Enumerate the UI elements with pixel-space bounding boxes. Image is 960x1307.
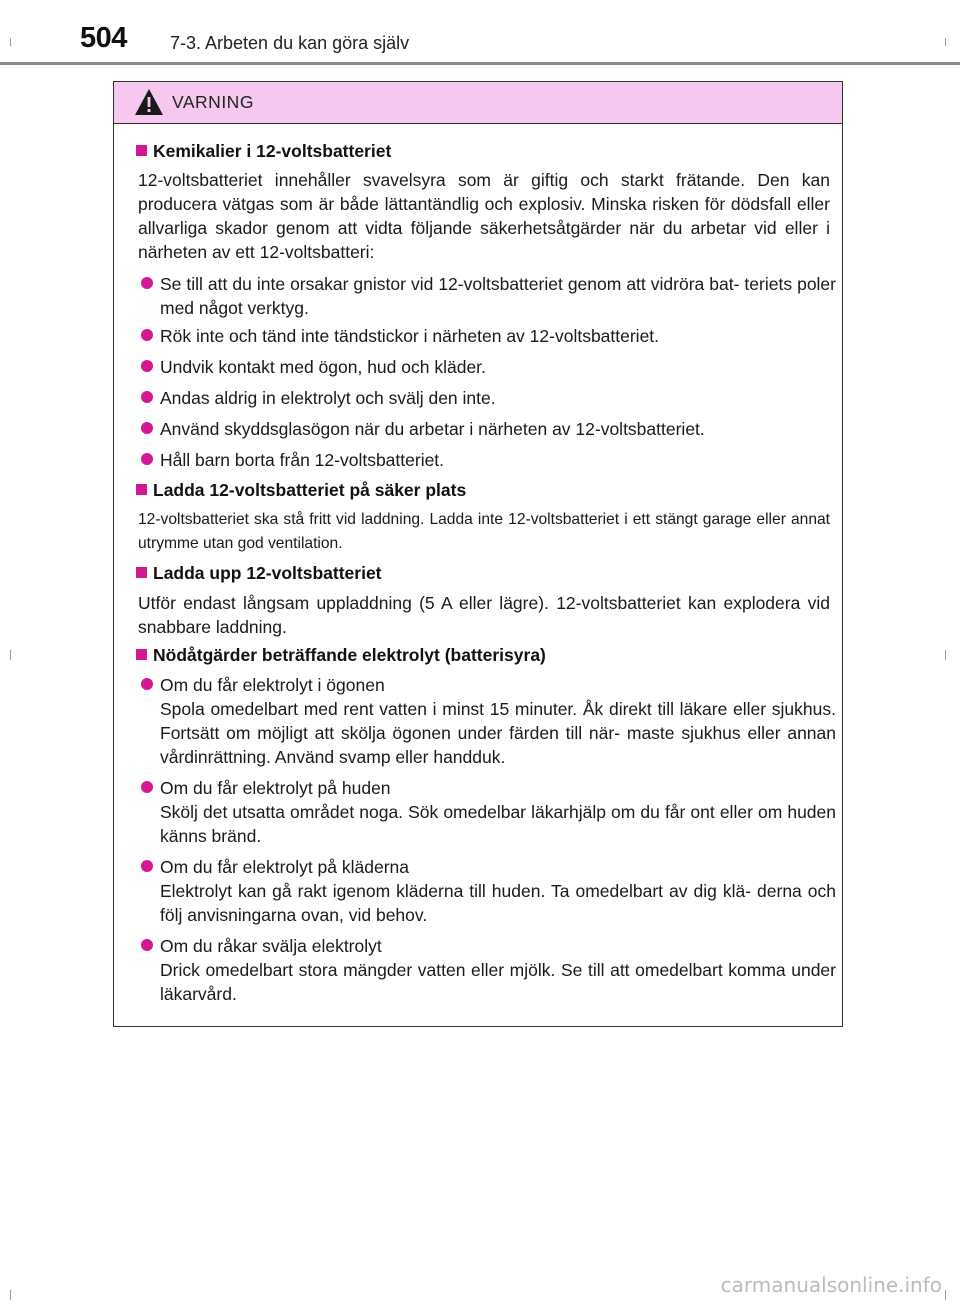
section-title: Nödåtgärder beträffande elektrolyt (batterisyra)	[136, 645, 546, 666]
page-number: 504	[80, 22, 127, 54]
section-title: Kemikalier i 12-voltsbatteriet	[136, 141, 391, 162]
circle-bullet-icon	[141, 860, 153, 872]
circle-bullet-icon	[141, 781, 153, 793]
section-title: Ladda upp 12-voltsbatteriet	[136, 563, 382, 584]
crop-mark	[10, 1290, 11, 1300]
section-paragraph: 12-voltsbatteriet ska stå fritt vid laddning. Ladda inte 12-voltsbatteriet i ett stängt garage eller annat utrymme utan god ventilation.	[138, 511, 830, 552]
section-paragraph: Utför endast långsam uppladdning (5 A eller lägre). 12-voltsbatteriet kan explodera vid snabbare laddning.	[138, 593, 830, 637]
crop-mark	[10, 650, 11, 660]
square-bullet-icon	[136, 567, 147, 578]
section-title: 7-3. Arbeten du kan göra själv	[170, 33, 410, 53]
circle-bullet-icon	[141, 360, 153, 372]
crop-mark	[945, 650, 946, 660]
watermark: carmanualsonline.info	[720, 1273, 942, 1297]
square-bullet-icon	[136, 484, 147, 495]
section-title: Ladda 12-voltsbatteriet på säker plats	[136, 480, 466, 501]
circle-bullet-icon	[141, 422, 153, 434]
crop-mark	[945, 38, 946, 46]
warning-box: VARNING Kemikalier i 12-voltsbatteriet 12-voltsbatteriet innehåller svavelsyra som är giftig och starkt frätande. Den kan producera vätgas som är både lättantändlig och explosiv. Minska risken för dödsfall eller allvarliga skador genom att vidta följande säkerhetsåtgärder när du arbetar vid eller i närheten av ett 12-voltsbatteri: Se till att du inte orsakar gnistor vid 12-voltsbatteriet genom att vidröra bat- teriets poler med något verktyg. Rök inte och tänd inte tändstickor i närheten av 12-voltsbatteriet. Undvik kontakt med ögon, hud och kläder. Andas aldrig in elektrolyt och svälj den inte. Använd skyddsglasögon när du arbetar i närheten av 12-voltsbatteriet. Håll barn borta från 12-voltsbatteriet. Ladda 12-voltsbatteriet på säker plats 12-voltsbatteriet ska stå fritt vid laddning. Ladda inte 12-voltsbatteriet i ett stängt garage eller annat utrymme utan god ventilation. Ladda upp 12-voltsbatteriet Utför endast långsam uppladdning (5 A eller lägre). 12-voltsbatteriet kan explodera vid snabbare laddning. Nödåtgärder beträffande elektrolyt (batterisyra) Om du får elektrolyt i ögonen Spola omedelbart med rent vatten i minst 15 minuter. Åk direkt till läkare eller sjukhus. Fortsätt om möjligt att skölja ögonen under färden till när- maste sjukhus eller annan vårdinrättning. Använd svamp eller handduk. Om du får elektrolyt på huden Skölj det utsatta området noga. Sök omedelbar läkarhjälp om du får ont eller om huden känns bränd. Om du får elektrolyt på kläderna Elektrolyt kan gå rakt igenom kläderna till huden. Ta omedelbart av dig klä- derna och följ anvisningarna ovan, vid behov. Om du råkar svälja elektrolyt Drick omedelbart stora mängder vatten eller mjölk. Se till att omedelbart komma under läkarvård.	[113, 81, 843, 1027]
crop-mark	[10, 38, 11, 46]
circle-bullet-icon	[141, 329, 153, 341]
circle-bullet-icon	[141, 277, 153, 289]
header-rule	[0, 62, 960, 65]
warning-triangle-icon	[134, 88, 164, 116]
page-header	[0, 0, 960, 66]
square-bullet-icon	[136, 649, 147, 660]
crop-mark	[945, 1290, 946, 1300]
circle-bullet-icon	[141, 453, 153, 465]
warning-header	[114, 82, 842, 124]
circle-bullet-icon	[141, 939, 153, 951]
warning-title: VARNING	[172, 92, 254, 112]
section-paragraph: 12-voltsbatteriet innehåller svavelsyra som är giftig och starkt frätande. Den kan producera vätgas som är både lättantändlig och explosiv. Minska risken för dödsfall eller allvarliga skador genom att vidta följande säkerhetsåtgärder när du arbetar vid eller i närheten av ett 12-voltsbatteri:	[138, 170, 830, 262]
circle-bullet-icon	[141, 391, 153, 403]
circle-bullet-icon	[141, 678, 153, 690]
square-bullet-icon	[136, 145, 147, 156]
